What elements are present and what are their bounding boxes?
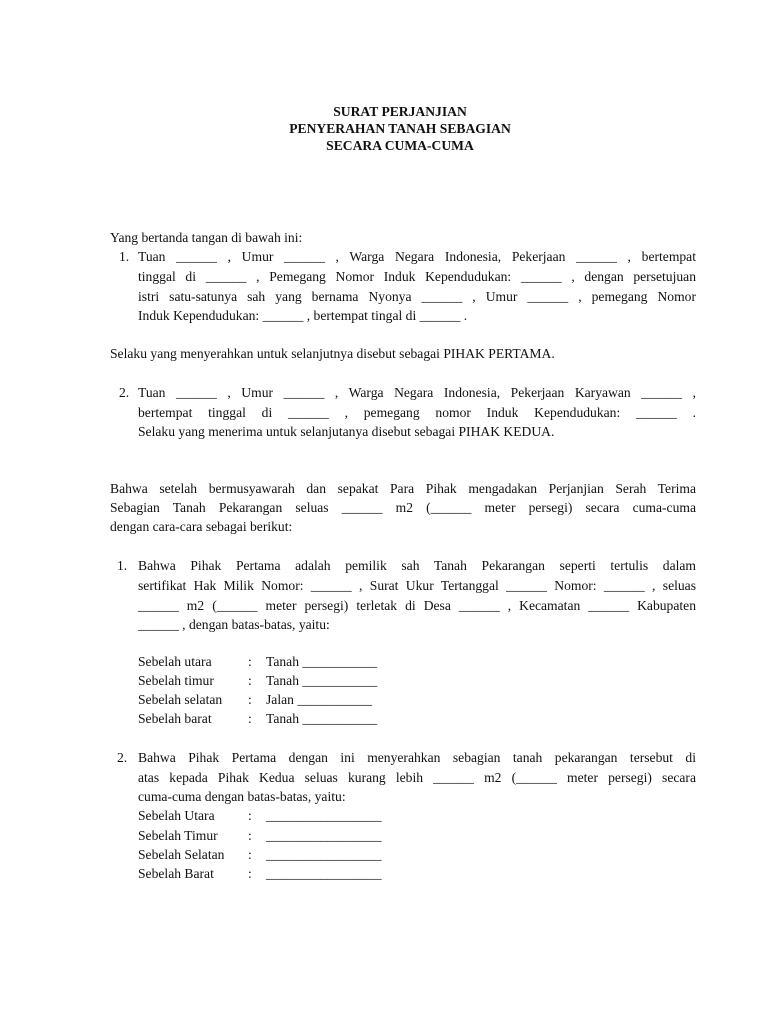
party2-line-2: bertempat tinggal di ______ , pemegang nomor Induk Kependudukan: ______ . xyxy=(138,405,696,420)
party1-line-2: tinggal di ______ , Pemegang Nomor Induk Kependudukan: ______ , dengan persetujuan xyxy=(138,269,696,284)
agreement-line-3: dengan cara-cara sebagai berikut: xyxy=(110,519,293,534)
title-line-1: SURAT PERJANJIAN xyxy=(333,104,467,119)
party1-line-4: Induk Kependudukan: ______ , bertempat tingal di ______ . xyxy=(138,308,468,323)
clause1-border-label: Sebelah barat xyxy=(138,711,212,726)
agreement-line-2: Sebagian Tanah Pekarangan seluas ______ m2 (______ meter persegi) secara cuma-cuma xyxy=(110,500,696,515)
party1-designation: Selaku yang menyerahkan untuk selanjutnya disebut sebagai PIHAK PERTAMA. xyxy=(110,346,555,361)
clause1-border-value: Tanah ___________ xyxy=(266,673,378,688)
clause1-border-value: Tanah ___________ xyxy=(266,711,378,726)
clause2-border-label: Sebelah Utara xyxy=(138,808,215,823)
clause1-line-3: ______ m2 (______ meter persegi) terletak di Desa ______ , Kecamatan ______ Kabupaten xyxy=(138,598,696,613)
clause2-line-2: atas kepada Pihak Kedua seluas kurang lebih ______ m2 (______ meter persegi) secara xyxy=(138,770,696,785)
party2-line-3: Selaku yang menerima untuk selanjutanya disebut sebagai PIHAK KEDUA. xyxy=(138,424,555,439)
intro-text: Yang bertanda tangan di bawah ini: xyxy=(110,230,303,245)
clause1-line-4: ______ , dengan batas-batas, yaitu: xyxy=(138,617,330,632)
party1-line-3: istri satu-satunya sah yang bernama Nyonya ______ , Umur ______ , pemegang Nomor xyxy=(138,289,696,304)
clause1-border-value: Jalan ___________ xyxy=(266,692,373,707)
party2-number: 2. xyxy=(119,385,130,400)
clause1-border-label: Sebelah selatan xyxy=(138,692,223,707)
clause2-border-label: Sebelah Timur xyxy=(138,828,218,843)
clause1-border-label: Sebelah utara xyxy=(138,654,212,669)
clause2-border-sep: : xyxy=(248,828,252,843)
clause2-border-sep: : xyxy=(248,847,252,862)
clause1-border-sep: : xyxy=(248,692,252,707)
clause2-border-value: _________________ xyxy=(266,808,382,823)
party1-number: 1. xyxy=(119,249,130,264)
party1-line-1: Tuan ______ , Umur ______ , Warga Negara Indonesia, Pekerjaan ______ , bertempat xyxy=(138,249,696,264)
clause1-border-value: Tanah ___________ xyxy=(266,654,378,669)
party2-line-1: Tuan ______ , Umur ______ , Warga Negara Indonesia, Pekerjaan Karyawan ______ , xyxy=(138,385,696,400)
clause1-number: 1. xyxy=(117,558,128,573)
clause1-border-sep: : xyxy=(248,673,252,688)
clause1-line-1: Bahwa Pihak Pertama adalah pemilik sah Tanah Pekarangan seperti tertulis dalam xyxy=(138,558,696,573)
clause2-number: 2. xyxy=(117,750,128,765)
title-line-2: PENYERAHAN TANAH SEBAGIAN xyxy=(289,121,511,136)
clause1-line-2: sertifikat Hak Milik Nomor: ______ , Surat Ukur Tertanggal ______ Nomor: ______ , seluas xyxy=(138,578,696,593)
clause2-line-3: cuma-cuma dengan batas-batas, yaitu: xyxy=(138,789,346,804)
clause2-border-label: Sebelah Selatan xyxy=(138,847,225,862)
clause2-border-sep: : xyxy=(248,866,252,881)
clause1-border-label: Sebelah timur xyxy=(138,673,214,688)
clause2-border-label: Sebelah Barat xyxy=(138,866,214,881)
clause2-border-value: _________________ xyxy=(266,866,382,881)
clause1-border-sep: : xyxy=(248,654,252,669)
title-line-3: SECARA CUMA-CUMA xyxy=(326,138,474,153)
clause2-border-value: _________________ xyxy=(266,828,382,843)
clause2-border-sep: : xyxy=(248,808,252,823)
clause1-border-sep: : xyxy=(248,711,252,726)
document-title xyxy=(0,103,768,154)
clause2-border-value: _________________ xyxy=(266,847,382,862)
clause2-line-1: Bahwa Pihak Pertama dengan ini menyerahkan sebagian tanah pekarangan tersebut di xyxy=(138,750,696,765)
agreement-line-1: Bahwa setelah bermusyawarah dan sepakat Para Pihak mengadakan Perjanjian Serah Terima xyxy=(110,481,696,496)
